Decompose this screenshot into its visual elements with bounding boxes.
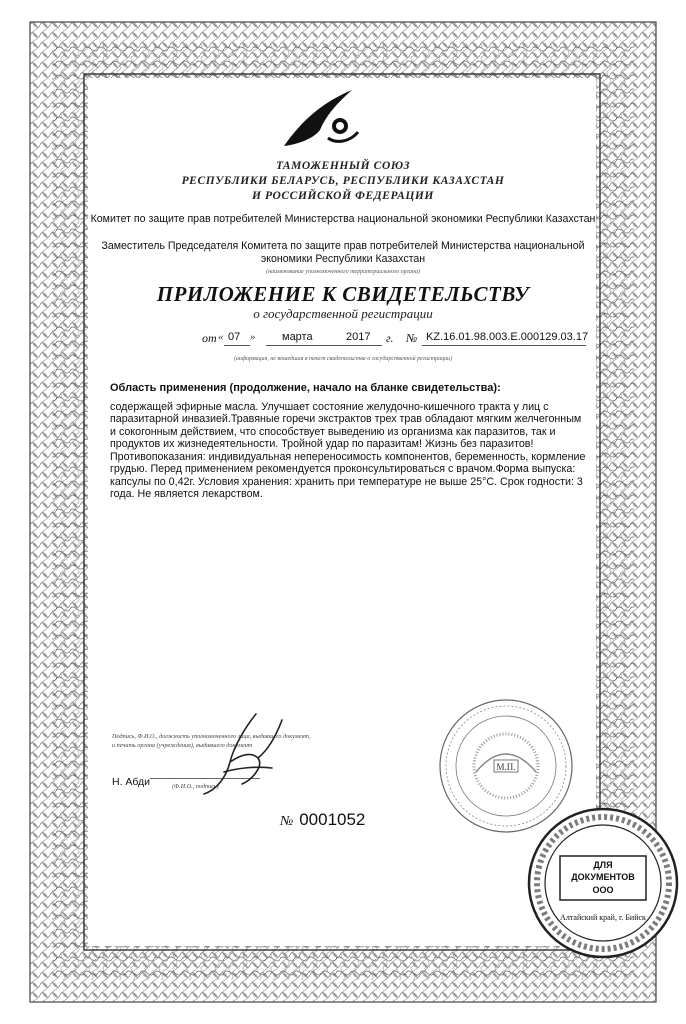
from-label: от xyxy=(202,331,217,345)
signature-caption: Подпись, Ф.И.О., должность уполномоченного лица, выдавшего документ, и печать органа (учреждения), выдавшего документ xyxy=(112,733,311,749)
signer-name: Н. Абди xyxy=(112,776,150,788)
committee-name: Комитет по защите прав потребителей Министерства национальной экономики Республики Казахстан xyxy=(90,213,596,225)
organ-caption: (наименование уполномоченного территориального органа) xyxy=(266,269,420,275)
fio-caption: (Ф.И.О., подпись) xyxy=(172,783,219,790)
number-underline xyxy=(422,345,586,346)
company-stamp-icon xyxy=(520,800,686,966)
number-sign: № xyxy=(406,331,418,345)
serial-sign: № xyxy=(280,814,294,829)
month-year-underline xyxy=(266,345,382,346)
registration-month: марта xyxy=(282,331,313,343)
union-title-line-1: ТАМОЖЕННЫЙ СОЮЗ xyxy=(275,160,411,172)
registration-year: 2017 xyxy=(346,331,371,343)
quote-open: « xyxy=(218,331,224,343)
handwritten-signature-icon xyxy=(186,706,306,798)
union-title-line-3: И РОССИЙСКОЙ ФЕДЕРАЦИИ xyxy=(252,190,434,202)
document-subtitle: о государственной регистрации xyxy=(253,306,433,321)
registration-number: KZ.16.01.98.003.E.000129.03.17 xyxy=(426,331,589,343)
scope-text: содержащей эфирные масла. Улучшает состояние желудочно-кишечного тракта у лиц с паразитарной инвазией.Травяные горечи экстрактов трех трав обладают мягким желчегонным и сокогонным действием, что способствует выведению из организма как паразитов, так и продуктов их жизнедеятельности. Тройной удар по паразитам! Жизнь без паразитов! Противопоказания: индивидуальная непереносимость компонентов, беременность, кормление грудью. Перед применением рекомендуется проконсультироваться с врачом.Форма выпуска: капсулы по 0,42г. Условия хранения: хранить при температуре не выше 25°С. Срок годности: 3 года. Не является лекарством. xyxy=(110,400,586,500)
deputy-chairman-title: Заместитель Председателя Комитета по защите прав потребителей Министерства национальной экономики Республики Казахстан xyxy=(101,240,585,265)
union-title-line-2: РЕСПУБЛИКИ БЕЛАРУСЬ, РЕСПУБЛИКИ КАЗАХСТАН xyxy=(181,175,505,187)
registration-date-line xyxy=(90,331,596,349)
serial-number xyxy=(280,810,365,830)
scope-heading: Область применения (продолжение, начало на бланке свидетельства): xyxy=(110,382,501,394)
year-suffix: г. xyxy=(386,331,394,345)
stamp-line-2: ДОКУМЕНТОВ xyxy=(571,872,635,882)
registration-caption: (информация, не вошедшая в текст свидетельства о государственной регистрации) xyxy=(233,356,453,362)
stamp-line-3: ООО xyxy=(592,885,614,895)
stamp-line-1: ДЛЯ xyxy=(593,860,613,870)
seal-center-text: М.П. xyxy=(496,762,516,772)
registration-day: 07 xyxy=(228,331,241,343)
document-title: ПРИЛОЖЕНИЕ К СВИДЕТЕЛЬСТВУ xyxy=(156,282,530,306)
scope-section xyxy=(110,382,588,501)
serial-value: 0001052 xyxy=(299,810,366,829)
day-underline xyxy=(224,345,250,346)
customs-union-logo-icon xyxy=(278,86,368,154)
quote-close: » xyxy=(250,331,256,343)
stamp-region: Алтайский край, г. Бийск xyxy=(560,913,646,922)
